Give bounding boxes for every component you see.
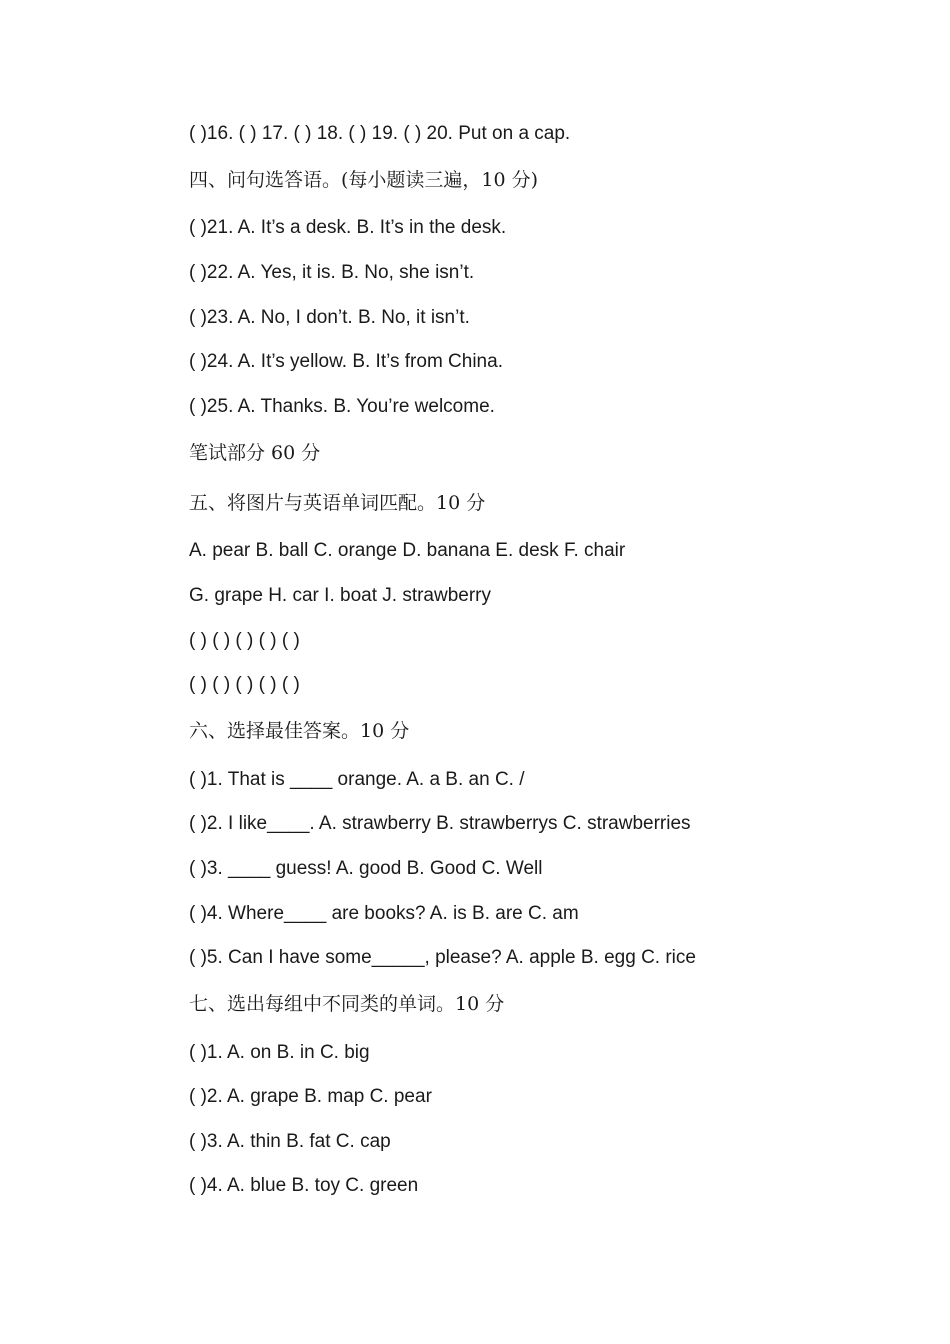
written-part-heading: 笔试部分 60 分	[189, 442, 321, 464]
odd-one-out-question-1: ( )1. A. on B. in C. big	[189, 1042, 370, 1063]
choice-question-4: ( )4. Where____ are books? A. is B. are C. am	[189, 903, 579, 924]
section-7-heading: 七、选出每组中不同类的单词。10 分	[189, 993, 505, 1015]
question-25: ( )25. A. Thanks. B. You’re welcome.	[189, 396, 495, 417]
word-options-row-2: G. grape H. car I. boat J. strawberry	[189, 585, 491, 606]
choice-question-5: ( )5. Can I have some_____, please? A. apple B. egg C. rice	[189, 947, 696, 968]
odd-one-out-question-4: ( )4. A. blue B. toy C. green	[189, 1175, 419, 1196]
question-24: ( )24. A. It’s yellow. B. It’s from China.	[189, 351, 503, 372]
section-4-heading: 四、问句选答语。(每小题读三遍，10 分)	[189, 169, 539, 191]
choice-question-2: ( )2. I like____. A. strawberry B. strawberrys C. strawberries	[189, 813, 691, 834]
choice-question-1: ( )1. That is ____ orange. A. a B. an C. /	[189, 769, 525, 790]
odd-one-out-question-3: ( )3. A. thin B. fat C. cap	[189, 1131, 391, 1152]
listening-answer-row-16-20: ( )16. ( ) 17. ( ) 18. ( ) 19. ( ) 20. Put on a cap.	[189, 123, 571, 144]
section-6-heading: 六、选择最佳答案。10 分	[189, 720, 410, 742]
question-21: ( )21. A. It’s a desk. B. It’s in the desk.	[189, 217, 507, 238]
match-answer-row-2: ( ) ( ) ( ) ( ) ( )	[189, 674, 300, 695]
question-22: ( )22. A. Yes, it is. B. No, she isn’t.	[189, 262, 475, 283]
question-23: ( )23. A. No, I don’t. B. No, it isn’t.	[189, 307, 470, 328]
odd-one-out-question-2: ( )2. A. grape B. map C. pear	[189, 1086, 432, 1107]
word-options-row-1: A. pear B. ball C. orange D. banana E. desk F. chair	[189, 540, 626, 561]
section-5-heading: 五、将图片与英语单词匹配。10 分	[189, 492, 486, 514]
choice-question-3: ( )3. ____ guess! A. good B. Good C. Well	[189, 858, 543, 879]
match-answer-row-1: ( ) ( ) ( ) ( ) ( )	[189, 630, 300, 651]
